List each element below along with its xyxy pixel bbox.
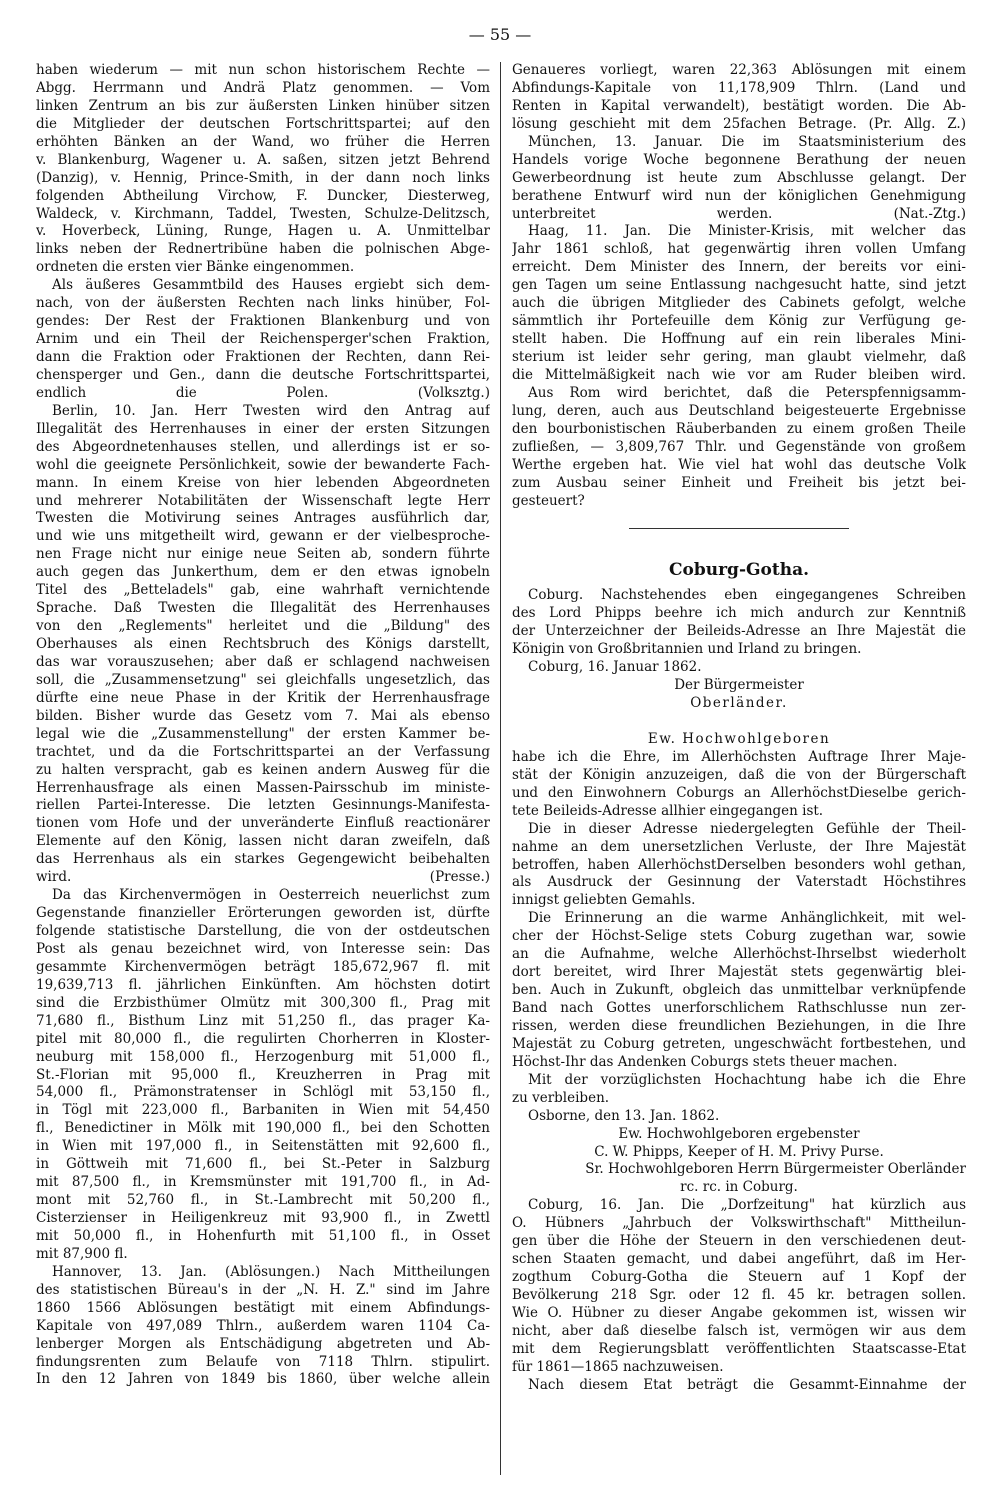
text-line: tionen vom Hofe und der unveränderte Einfluß reactionärer <box>36 815 490 832</box>
text-line: erhöhten Bänken an der Wand, wo früher die Herren <box>36 133 490 150</box>
text-line: linken Zentrum an bis zur äußersten Linken hinüber sitzen <box>36 97 490 114</box>
text-line: auch gegen das Junkerthum, dem er den etwas ignobeln <box>36 564 490 581</box>
text-line: 54,000 fl., Prämonstratenser in Schlögl mit 53,150 fl., <box>36 1084 490 1101</box>
text-line: soll, die „Zusammensetzung" sei gleichfalls ungesetzlich, das <box>36 671 490 688</box>
text-line: lösung geschieht mit dem 25fachen Betrage. (Pr. Allg. Z.) <box>512 115 966 132</box>
text-line: trachtet, und da die Fortschrittspartei an der Verfassung <box>36 743 490 760</box>
text-line: des statistischen Büreau's in der „N. H. Z." sind im Jahre <box>36 1281 490 1298</box>
text-line: Sr. Hochwohlgeboren Herrn Bürgermeister Oberländer <box>585 1161 966 1178</box>
text-line: zufließen, — 3,809,767 Thlr. und Gegenstände von großem <box>512 438 966 455</box>
text-line: Königin von Großbritannien und Irland zu bringen. <box>512 641 862 658</box>
text-line: für 1861—1865 nachzuweisen. <box>512 1358 724 1375</box>
text-line: ben. Auch in Zukunft, obgleich das unmittelbar verknüpfende <box>512 982 966 999</box>
text-line: fl., Benedictiner in Mölk mit 190,000 fl., bei den Schotten <box>36 1120 490 1137</box>
text-line: Oberländer. <box>690 695 788 712</box>
column-divider <box>500 62 501 1475</box>
text-line: Waldeck, v. Kirchmann, Taddel, Twesten, Schulze-Delitzsch, <box>36 205 490 222</box>
text-line: riellen Partei-Interesse. Die letzten Gesinnungs-Manifesta- <box>36 797 490 814</box>
text-line: gen Tagen um seine Entlassung nachgesucht hatte, sind jetzt <box>512 277 966 294</box>
text-line: Der Bürgermeister <box>674 677 804 694</box>
text-line: 71,680 fl., Bisthum Linz mit 51,250 fl., das prager Ka- <box>36 1012 490 1029</box>
text-line: dann die Fraktion oder Fraktionen der Rechten, dann Rei- <box>36 349 490 365</box>
text-line: pitel mit 80,000 fl., die regulirten Chorherren in Kloster- <box>36 1030 490 1047</box>
text-line: das war vorauszusehen; aber daß er schlagend nachweisen <box>36 653 490 670</box>
text-line: Illegalität des Herrenhauses in einer der ersten Sitzungen <box>36 420 490 437</box>
right-column-bottom-text <box>512 587 966 1394</box>
left-column <box>36 62 490 1389</box>
text-line: wohl die geeignete Persönlichkeit, sowie der bewanderte Fach- <box>36 456 490 473</box>
text-line: O. Hübners „Jahrbuch der Volkswirthschaft" Mittheilun- <box>512 1215 966 1232</box>
text-line: mit 87,900 fl. <box>36 1245 128 1262</box>
right-column <box>512 62 966 1395</box>
text-line: rc. rc. in Coburg. <box>680 1179 798 1196</box>
text-line: Aus Rom wird berichtet, daß die Peterspfennigsamm- <box>528 384 966 401</box>
text-line: schen Staaten gemacht, und dabei angeführt, daß im Her- <box>512 1251 966 1268</box>
text-line: Renten in Kapital verwandelt), bestätigt worden. Die Ab- <box>512 97 966 114</box>
text-line: die Mitglieder der deutschen Fortschrittspartei; auf den <box>36 115 490 132</box>
section-heading: Coburg-Gotha. <box>668 560 810 581</box>
text-line: ordneten die ersten vier Bänke eingenommen. <box>36 259 355 276</box>
text-line: Abfindungs-Kapitale von 11,178,909 Thlrn. (Land und <box>512 79 966 96</box>
text-line: zogthum Coburg-Gotha die Steuern auf 1 Kopf der <box>512 1269 966 1286</box>
text-line: gen über die Höhe der Steuern in den verschiedenen deut- <box>512 1233 966 1250</box>
text-line: Handels vorige Woche begonnene Berathung der neuen <box>512 151 966 168</box>
text-line: Bevölkerung 218 Sgr. oder 12 fl. 45 kr. betragen sollen. <box>512 1287 966 1303</box>
text-line: Hannover, 13. Jan. (Ablösungen.) Nach Mittheilungen <box>52 1263 490 1280</box>
text-line: wird. (Presse.) <box>36 869 490 886</box>
text-line: legal wie die „Zusammenstellung" der ersten Kammer be- <box>36 725 490 742</box>
text-line: die Mittelmäßigkeit nach wie vor am Ruder bleiben wird. <box>512 366 966 383</box>
text-line: dürfte eine neue Phase in der Kritik der Herrenhausfrage <box>36 689 490 706</box>
text-line: unterbreitet werden. (Nat.-Ztg.) <box>512 205 966 222</box>
text-line: Ew. Hochwohlgeboren ergebenster <box>618 1125 860 1142</box>
text-line: der Unterzeichner der Beileids-Adresse an Ihre Majestät die <box>512 623 966 640</box>
text-line: cher der Höchst-Selige stets Coburg zugethan war, sowie <box>512 928 966 945</box>
text-line: in Göttweih mit 71,600 fl., bei St.-Peter in Salzburg <box>36 1156 490 1173</box>
text-line: Band nach Gottes unerforschlichem Rathschlusse nun zer- <box>512 1000 966 1016</box>
text-line: mann. In einem Kreise von hier lebenden Abgeordneten <box>36 474 490 491</box>
text-line: Haag, 11. Jan. Die Minister-Krisis, mit welcher das <box>528 223 966 240</box>
text-line: (Danzig), v. Hennig, Prince-Smith, in der dann noch links <box>36 169 490 186</box>
text-line: lung, deren, auch aus Deutschland beigesteuerte Ergebnisse <box>512 402 966 419</box>
text-line: Die in dieser Adresse niedergelegten Gefühle der Theil- <box>528 820 966 837</box>
text-line: in Tögl mit 223,000 fl., Barbaniten in Wien mit 54,450 <box>36 1102 490 1119</box>
text-line: haben wiederum — mit nun schon historischem Rechte — <box>36 62 490 78</box>
text-line: gendes: Der Rest der Fraktionen Blankenburg und von <box>36 313 490 330</box>
text-line: mit 87,500 fl., in Kremsmünster mit 191,700 fl., in Ad- <box>36 1174 490 1191</box>
text-line: Die Erinnerung an die warme Anhänglichkeit, mit wel- <box>528 910 966 927</box>
text-line: und mehrerer Notabilitäten der Wissenschaft legte Herr <box>36 492 490 509</box>
text-line: sämmtlich ihr Portefeuille dem König zur Verfügung ge- <box>512 313 966 330</box>
text-line: des Lord Phipps beehre ich mich andurch zur Kenntniß <box>512 605 966 622</box>
text-line: Osborne, den 13. Jan. 1862. <box>528 1107 720 1124</box>
text-line: gesammte Kirchenvermögen beträgt 185,672,967 fl. mit <box>36 958 490 975</box>
text-line: betroffen, haben AllerhöchstDerselben besonders wohl gethan, <box>512 856 966 873</box>
text-line: lenberger Morgen als Entschädigung abgetreten und Ab- <box>36 1335 490 1352</box>
text-line: rissen, werden diese freundlichen Beziehungen, in die Ihre <box>512 1017 966 1034</box>
text-line: Elemente auf den König, lassen nicht daran zweifeln, daß <box>36 833 490 850</box>
text-line: innigst geliebten Gemahls. <box>512 892 696 909</box>
text-line: neuburg mit 158,000 fl., Herzogenburg mit 51,000 fl., <box>36 1048 490 1065</box>
text-line: Coburg, 16. Januar 1862. <box>528 659 702 676</box>
text-line: berathene Entwurf wird nun der königlichen Genehmigung <box>512 187 966 204</box>
text-line: das Herrenhaus als ein starkes Gegengewicht beibehalten <box>36 851 490 868</box>
text-line: habe ich die Ehre, im Allerhöchsten Auftrage Ihrer Maje- <box>512 748 966 765</box>
text-line: an die Aufnahme, welche Allerhöchst-Ihrselbst wiederholt <box>512 946 966 963</box>
text-line: von den „Reglements" herleitet und die „Bildung" des <box>36 618 490 635</box>
text-line: folgende statistische Darstellung, die von der ostdeutschen <box>36 923 490 939</box>
text-line: findungsrenten zum Belaufe von 7118 Thlrn. stipulirt. <box>36 1353 490 1370</box>
text-line <box>512 713 966 731</box>
text-line: Wie O. Hübner zu dieser Angabe gekommen ist, wissen wir <box>512 1304 966 1321</box>
text-line: zu halten verspracht, gab es keinen andern Ausweg für die <box>36 761 490 778</box>
text-line: In den 12 Jahren von 1849 bis 1860, über welche allein <box>36 1371 490 1388</box>
text-line: zum Ausbau seiner Einheit und Freiheit bis jetzt bei- <box>512 474 966 491</box>
text-line: C. W. Phipps, Keeper of H. M. Privy Purse. <box>594 1143 884 1160</box>
text-line: Oberhauses als einen Rechtsbruch des Königs darstellt, <box>36 636 490 652</box>
text-line: Coburg. Nachstehendes eben eingegangenes Schreiben <box>528 587 966 604</box>
text-line: sterium ist leider sehr gering, man glaubt vielmehr, daß <box>512 349 966 365</box>
text-line: v. Hoverbeck, Lüning, Runge, Hagen u. A. Unmittelbar <box>36 223 490 240</box>
text-line: Mit der vorzüglichsten Hochachtung habe ich die Ehre <box>528 1071 966 1088</box>
page-number: — 55 — <box>468 25 532 44</box>
text-line: 19,639,713 fl. jährlichen Einkünften. Am höchsten dotirt <box>36 976 490 993</box>
text-line: Gewerbeordnung ist heute zum Abschlusse gelangt. Der <box>512 169 966 186</box>
text-line: München, 13. Januar. Die im Staatsministerium des <box>528 133 966 150</box>
right-column-top-text <box>512 62 966 510</box>
text-line: Herrenhausfrage als einen Massen-Pairsschub im ministe- <box>36 779 490 796</box>
text-line: Majestät zu Coburg getreten, ungeschwächt fortbestehen, und <box>512 1035 966 1052</box>
text-line: 1860 1566 Ablösungen bestätigt mit einem Abfindungs- <box>36 1299 490 1316</box>
text-line: Arnim und ein Theil der Reichensperger'schen Fraktion, <box>36 331 490 348</box>
text-line: nicht, aber daß dieselbe falsch ist, vermögen wir aus dem <box>512 1322 966 1339</box>
text-line: Werthe ergeben hat. Wie viel hat wohl das deutsche Volk <box>512 456 966 473</box>
text-line: Gegenstande finanzieller Erörterungen geworden ist, dürfte <box>36 905 490 922</box>
text-line: Sprache. Daß Twesten die Illegalität des Herrenhauses <box>36 600 490 617</box>
text-line: den bourbonistischen Räuberbanden zu einem großen Theile <box>512 420 966 437</box>
text-line: Cisterzienser in Heiligenkreuz mit 93,900 fl., in Zwettl <box>36 1210 490 1226</box>
text-line: bilden. Bisher wurde das Gesetz vom 7. Mai als ebenso <box>36 707 490 724</box>
text-line: dort bereitet, wird Ihrer Majestät stets gegenwärtig blei- <box>512 964 966 981</box>
text-line: Coburg, 16. Jan. Die „Dorfzeitung" hat kürzlich aus <box>528 1197 966 1214</box>
text-line: endlich die Polen. (Volksztg.) <box>36 384 490 401</box>
text-line: als Ausdruck der Gesinnung der Vaterstadt Höchstihres <box>512 874 966 891</box>
text-line: Da das Kirchenvermögen in Oesterreich neuerlichst zum <box>52 887 490 904</box>
text-line: nen Frage nicht nur einige neue Seiten ab, sondern führte <box>36 546 490 563</box>
text-line: des Abgeordnetenhauses stellen, und allerdings ist er so- <box>36 438 490 455</box>
text-line: Genaueres vorliegt, waren 22,363 Ablösungen mit einem <box>512 62 966 78</box>
text-line: Abgg. Herrmann und Andrä Platz genommen. — Vom <box>36 79 490 96</box>
text-line: nach, von der äußersten Rechten nach links hinüber, Fol- <box>36 295 490 312</box>
text-line: St.-Florian mit 95,000 fl., Kreuzherren in Prag mit <box>36 1066 490 1083</box>
text-line: tete Beileids-Adresse allhier eingegangen ist. <box>512 802 824 819</box>
text-line: Ew. Hochwohlgeboren <box>647 730 831 747</box>
text-line: zu verbleiben. <box>512 1089 610 1106</box>
text-line: links neben der Rednertribüne haben die polnischen Abge- <box>36 241 490 258</box>
text-line: Titel des „Betteladels" gab, eine wahrhaft vernichtende <box>36 582 490 599</box>
text-line: auch die übrigen Mitglieder des Cabinets gefolgt, welche <box>512 295 966 312</box>
text-line: Post als genau bezeichnet wird, von Interesse sein: Das <box>36 940 490 957</box>
text-line: stät der Königin anzuzeigen, daß die von der Bürgerschaft <box>512 766 966 783</box>
text-line: mont mit 52,760 fl., in St.-Lambrecht mit 50,200 fl., <box>36 1192 490 1209</box>
text-line: folgenden Abtheilung Virchow, F. Duncker, Diesterweg, <box>36 187 490 204</box>
text-line: erreicht. Dem Minister des Innern, der bereits vor eini- <box>512 259 966 276</box>
text-line: v. Blankenburg, Wagener u. A. saßen, sitzen jetzt Behrend <box>36 151 490 168</box>
text-line: gesteuert? <box>512 492 585 509</box>
text-line: Twesten die Motivirung seines Antrages ausführlich dar, <box>36 510 490 527</box>
text-line: stellt haben. Die Hoffnung auf ein rein liberales Mini- <box>512 331 966 348</box>
text-line: und wie uns mitgetheilt wird, gewann er der vielbesproche- <box>36 528 490 545</box>
text-line: in Wien mit 197,000 fl., in Seitenstätten mit 92,600 fl., <box>36 1138 490 1155</box>
text-line: sind die Erzbisthümer Olmütz mit 300,300 fl., Prag mit <box>36 994 490 1011</box>
text-line: chensperger und Gen., dann die deutsche Fortschrittspartei, <box>36 366 490 383</box>
text-line: Als äußeres Gesammtbild des Hauses ergiebt sich dem- <box>52 277 490 294</box>
text-line: Jahr 1861 schloß, hat gegenwärtig ihren vollen Umfang <box>512 241 966 258</box>
text-line: Berlin, 10. Jan. Herr Twesten wird den Antrag auf <box>52 402 490 419</box>
text-line: mit 50,000 fl., in Hohenfurth mit 51,100 fl., in Osset <box>36 1227 490 1244</box>
text-line: mit dem Regierungsblatt veröffentlichten Staatscasse-Etat <box>512 1340 966 1357</box>
text-line: und den Einwohnern Coburgs an AllerhöchstDieselbe gerich- <box>512 784 966 801</box>
text-line: Höchst-Ihr das Andenken Coburgs stets theuer machen. <box>512 1053 898 1070</box>
text-line: nahme an dem unersetzlichen Verluste, der Ihre Majestät <box>512 838 966 855</box>
section-divider <box>629 528 849 529</box>
text-line: Nach diesem Etat beträgt die Gesammt-Einnahme der <box>528 1376 966 1393</box>
text-line: Kapitale von 497,089 Thlrn., außerdem waren 1104 Ca- <box>36 1317 490 1334</box>
